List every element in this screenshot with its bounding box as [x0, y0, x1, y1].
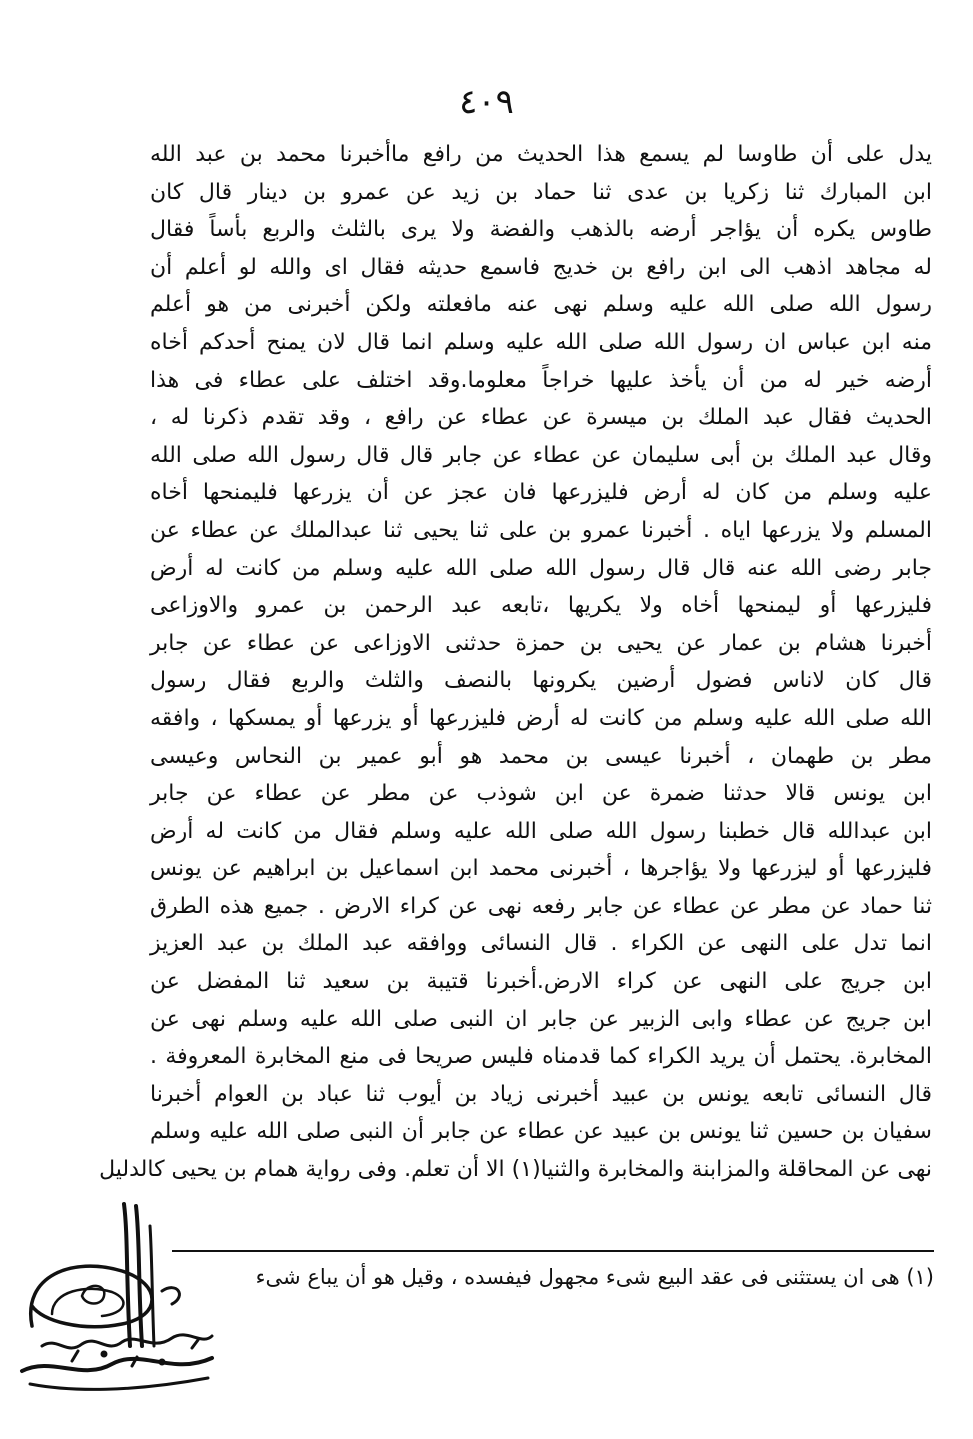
text-line: منه ابن عباس ان رسول الله صلى الله عليه وسلم انما قال لان يمنح أحدكم أخاه	[150, 329, 932, 355]
text-line: أرضه خير له من أن يأخذ عليها خراجاً معلوما.وقد اختلف على عطاء فى هذا	[150, 367, 932, 393]
text-line: الحديث فقال عبد الملك بن ميسرة عن عطاء عن رافع ، وقد تقدم ذكرنا له ،	[150, 405, 932, 431]
text-line: فليزرعها أو ليمنحها أخاه ولا يكريها ،تابعه عبد الرحمن بن عمرو والاوزاعى	[150, 593, 932, 619]
text-line: وقال عبد الملك بن أبى سليمان عن عطاء عن جابر قال قال رسول الله صلى الله	[150, 442, 932, 468]
text-line: رسول الله صلى الله عليه وسلم نهى عنه مافعلته ولكن أخبرنى من هو أعلم	[150, 292, 932, 318]
text-line: قال كان لاناس فضول أرضين يكرونها بالنصف والثلث والربع فقال رسول	[150, 668, 932, 694]
text-line: يدل على أن طاوسا لم يسمع هذا الحديث من رافع ماأخبرنا محمد بن عبد الله	[150, 142, 932, 167]
text-line: ابن عبدالله قال خطبنا رسول الله صلى الله عليه وسلم فقال من كانت له أرض	[150, 818, 932, 844]
footnote-divider	[172, 1250, 934, 1252]
text-line: قال النسائى تابعه يونس بن عبيد أخبرنى زياد بن أيوب ثنا عباد بن العوام أخبرنا	[150, 1081, 932, 1107]
text-line: نهى عن المحاقلة والمزابنة والمخابرة والثنيا(١) الا أن تعلم. وفى رواية همام بن يحيى كالدليل	[99, 1157, 932, 1183]
text-line: انما تدل على النهى عن الكراء . قال النسائى ووافقه عبد الملك بن عبد العزيز	[150, 931, 932, 957]
page-number: ٤٠٩	[459, 82, 514, 122]
text-line: المسلم ولا يزرعها اياه . أخبرنا عمرو بن على ثنا يحيى ثنا عبدالملك عن عطاء عن	[150, 517, 932, 543]
calligraphic-seal-signature	[12, 1196, 222, 1396]
footnote: (١) هى ان يستثنى فى عقد البيع شىء مجهول فيفسده ، وقيل هو أن يباع شىء	[255, 1265, 934, 1289]
text-line: طاوس يكره أن يؤاجر أرضه بالذهب والفضة ولا يرى بالثلث والربع بأساً فقال	[150, 217, 932, 243]
text-line: فليزرعها أو ليزرعها ولا يؤاجرها ، أخبرنى محمد ابن اسماعيل بن ابراهيم عن يونس	[150, 856, 932, 882]
body-text	[99, 136, 932, 1189]
text-line: له مجاهد اذهب الى ابن رافع بن خديج فاسمع حديثه فقال اى والله لو أعلم أن	[150, 254, 932, 280]
text-line: أخبرنا هشام بن عمار عن يحيى بن حمزة حدثنى الاوزاعى عن عطاء عن جابر	[150, 630, 932, 656]
text-line: ابن يونس قالا حدثنا ضمرة عن ابن شوذب عن مطر عن عطاء عن جابر	[150, 781, 932, 807]
text-line: جابر رضى الله عنه قال قال رسول الله صلى الله عليه وسلم من كانت له أرض	[150, 555, 932, 581]
text-line: عليه وسلم من كان له أرض فليزرعها فان عجز عن أن يزرعها فليمنحها أخاه	[150, 480, 932, 506]
text-line: ابن جريج على النهى عن كراء الارض.أخبرنا قتيبة بن سعيد ثنا المفضل عن	[150, 969, 932, 995]
text-line: المخابرة. يحتمل أن يريد الكراء كما قدمناه فليس صريحا فى منع المخابرة المعروفة .	[150, 1044, 932, 1070]
text-line: مطر بن طهمان ، أخبرنا عيسى بن محمد هو أبو عمير بن النحاس وعيسى	[150, 743, 932, 769]
text-line: ابن المبارك ثنا زكريا بن عدى ثنا حماد بن زيد عن عمرو بن دينار قال كان	[150, 179, 932, 205]
text-line: سفيان بن حسين ثنا يونس بن عبيد عن عطاء عن جابر أن النبى صلى الله عليه وسلم	[150, 1119, 932, 1145]
text-line: الله صلى الله عليه وسلم من كانت له أرض فليزرعها أو يزرعها أو يمسكها ، وافقه	[150, 705, 932, 731]
text-line: ابن جريج عن عطاء وابى الزبير عن جابر ان النبى صلى الله عليه وسلم نهى عن	[150, 1006, 932, 1032]
text-line: ثنا حماد عن مطر عن عطاء عن جابر رفعه نهى عن كراء الارض . جميع هذه الطرق	[150, 893, 932, 919]
